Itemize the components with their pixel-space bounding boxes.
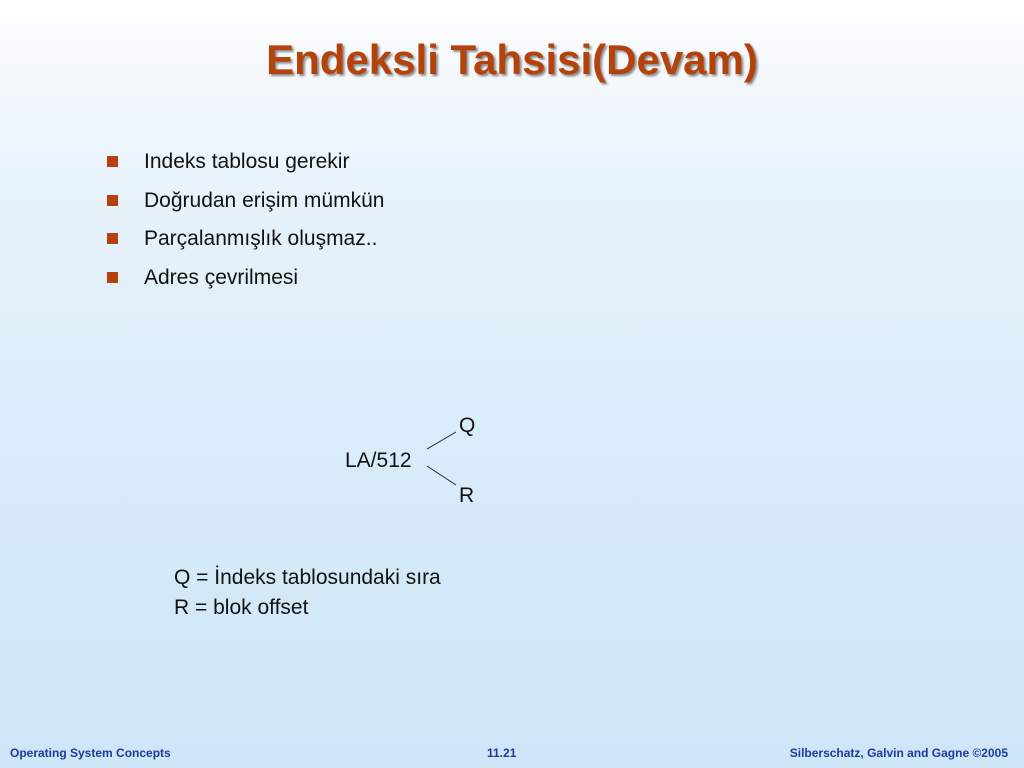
bullet-text: Doğrudan erişim mümkün: [144, 188, 385, 212]
bullet-text: Indeks tablosu gerekir: [144, 150, 350, 173]
diagram-la-label: LA/512: [345, 449, 412, 472]
branch-line-top: [427, 432, 456, 449]
footer-copyright: Silberschatz, Galvin and Gagne ©2005: [789, 746, 1008, 760]
diagram-q-label: Q: [459, 414, 476, 437]
slide-title: Endeksli Tahsisi(Devam): [266, 36, 758, 83]
branch-line-bottom: [427, 466, 456, 485]
footer-course-title: Operating System Concepts: [10, 746, 171, 760]
bullet-text: Adres çevrilmesi: [144, 265, 299, 289]
bullet-text: Parçalanmışlık oluşmaz..: [144, 227, 378, 250]
footer-page-number: 11.21: [487, 746, 517, 760]
r-definition: R = blok offset: [174, 596, 309, 619]
diagram-r-label: R: [459, 484, 475, 507]
q-definition: Q = İndeks tablosundaki sıra: [174, 566, 441, 589]
